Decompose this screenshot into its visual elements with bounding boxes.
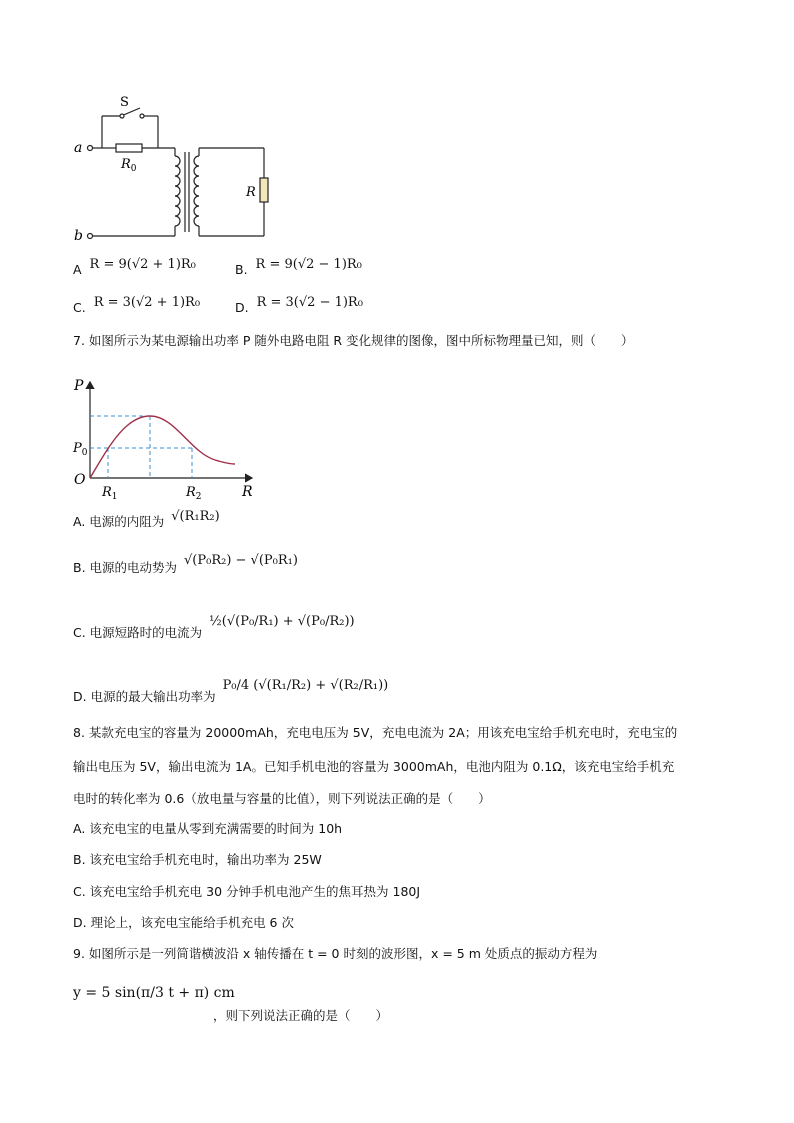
p0-label: P xyxy=(73,441,82,456)
q7-option-c[interactable] xyxy=(73,614,355,642)
r0-subscript: 0 xyxy=(130,164,137,174)
option-formula: ½(√(P₀/R₁) + √(P₀/R₂)) xyxy=(209,614,355,629)
power-resistance-graph xyxy=(70,372,260,502)
option-formula: R = 9(√2 + 1)R₀ xyxy=(89,257,196,272)
option-formula: R = 3(√2 + 1)R₀ xyxy=(93,295,201,310)
option-formula: R = 3(√2 − 1)R₀ xyxy=(256,295,363,310)
option-text: B. 电源的电动势为 xyxy=(73,560,178,575)
q7-option-d[interactable] xyxy=(73,678,389,706)
q8-option-c[interactable]: C. 该充电宝给手机充电 30 分钟手机电池产生的焦耳热为 180J xyxy=(73,884,421,899)
q8-stem-line-1: 8. 某款充电宝的容量为 20000mAh，充电电压为 5V，充电电流为 2A；用该充电宝给手机充电时，充电宝的 xyxy=(73,725,678,740)
q7-option-b[interactable] xyxy=(73,553,298,577)
r2-label: R xyxy=(186,485,196,500)
q8-option-b[interactable]: B. 该充电宝给手机充电时，输出功率为 25W xyxy=(73,852,322,867)
svg-text:P0 xyxy=(72,441,88,458)
q6-option-d[interactable] xyxy=(235,294,363,316)
q6-option-a[interactable] xyxy=(73,256,196,278)
svg-text:R0 xyxy=(120,157,137,174)
option-letter: B. xyxy=(235,262,248,277)
option-text: A. 电源的内阻为 xyxy=(73,514,165,529)
q6-option-b[interactable] xyxy=(235,256,362,278)
svg-text:R1 xyxy=(101,485,118,502)
q7-option-a[interactable] xyxy=(73,509,220,531)
option-letter: A xyxy=(73,262,82,277)
r0-label: R xyxy=(121,157,131,172)
option-letter: D. xyxy=(235,300,249,315)
vibration-equation: y = 5 sin(π/3 t + π) cm xyxy=(73,985,235,1001)
option-text: D. 电源的最大输出功率为 xyxy=(73,689,216,704)
r1-label: R xyxy=(102,485,112,500)
switch-label: S xyxy=(120,95,129,110)
terminal-b-label: b xyxy=(74,228,83,244)
option-formula: √(R₁R₂) xyxy=(171,509,220,524)
y-axis-label: P xyxy=(74,378,84,394)
q7-stem: 7. 如图所示为某电源输出功率 P 随外电路电阻 R 变化规律的图像，图中所标物理量已知，则（ ） xyxy=(73,333,634,348)
option-formula: P₀/4 (√(R₁/R₂) + √(R₂/R₁)) xyxy=(222,678,389,693)
q6-option-c[interactable] xyxy=(73,294,200,316)
terminal-a-label: a xyxy=(74,140,83,156)
q9-stem-tail: ，则下列说法正确的是（ ） xyxy=(213,1008,389,1023)
option-formula: √(P₀R₂) − √(P₀R₁) xyxy=(184,553,298,568)
q9-equation-line xyxy=(73,985,235,1001)
origin-label: O xyxy=(74,472,86,488)
load-r-label: R xyxy=(246,185,256,200)
q9-stem: 9. 如图所示是一列简谐横波沿 x 轴传播在 t = 0 时刻的波形图，x = 5 m 处质点的振动方程为 xyxy=(73,946,598,961)
r1-subscript: 1 xyxy=(111,492,118,502)
q8-stem-line-3: 电时的转化率为 0.6（放电量与容量的比值），则下列说法正确的是（ ） xyxy=(73,791,491,806)
option-text: C. 电源短路时的电流为 xyxy=(73,625,203,640)
q8-option-d[interactable]: D. 理论上，该充电宝能给手机充电 6 次 xyxy=(73,915,294,930)
q8-option-a[interactable]: A. 该充电宝的电量从零到充满需要的时间为 10h xyxy=(73,821,343,836)
r2-subscript: 2 xyxy=(195,492,202,502)
transformer-circuit-diagram xyxy=(70,92,280,252)
x-axis-label: R xyxy=(242,484,253,500)
q8-stem-line-2: 输出电压为 5V，输出电流为 1A。已知手机电池的容量为 3000mAh，电池内阻为 0.1Ω，该充电宝给手机充 xyxy=(73,759,675,774)
option-formula: R = 9(√2 − 1)R₀ xyxy=(255,257,362,272)
option-letter: C. xyxy=(73,300,86,315)
p0-subscript: 0 xyxy=(81,448,88,458)
svg-text:R2 xyxy=(185,485,202,502)
